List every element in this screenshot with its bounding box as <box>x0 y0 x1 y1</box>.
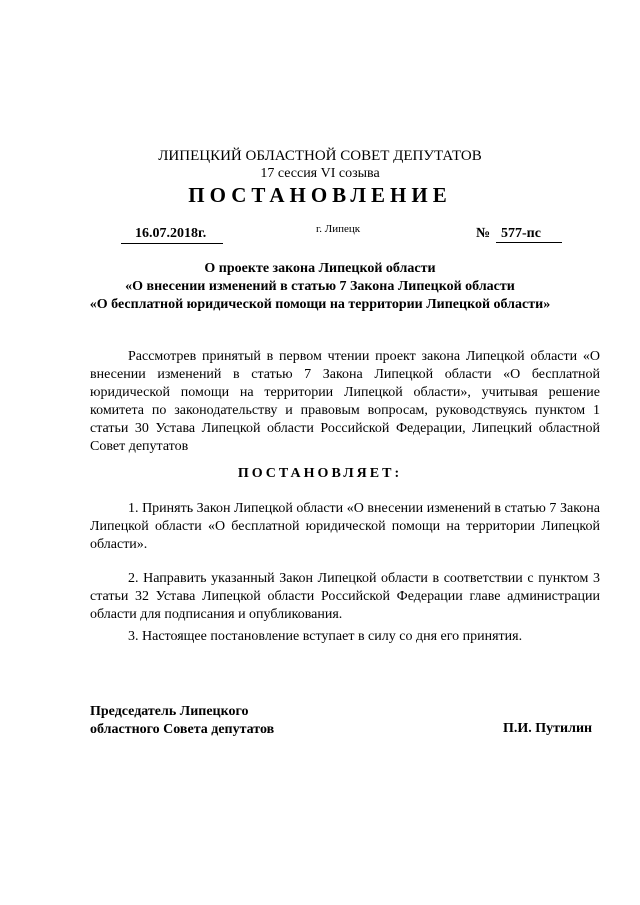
document-date: 16.07.2018г. <box>121 226 223 244</box>
document-number: 577-пс <box>496 226 562 243</box>
session-info: 17 сессия VI созыва <box>260 166 380 181</box>
preamble-paragraph: Рассмотрев принятый в первом чтении проект закона Липецкой области «О внесении изменений в статью 7 Закона Липецкой области «О бесплатной юридической помощи на территории Липецкой области», учитывая решение комитета по законодательству и правовым вопросам, руководствуясь пунктом 1 статьи 30 Устава Липецкой области Российской Федерации, Липецкий областной Совет депутатов <box>90 349 600 454</box>
resolution-item-1: 1. Принять Закон Липецкой области «О внесении изменений в статью 7 Закона Липецкой области «О бесплатной юридической помощи на территории Липецкой области». <box>90 501 600 552</box>
signatory-position-line-1: Председатель Липецкого <box>90 704 249 719</box>
title-line-3: «О бесплатной юридической помощи на территории Липецкой области» <box>89 297 551 312</box>
title-line-2: «О внесении изменений в статью 7 Закона Липецкой области <box>125 279 515 294</box>
document-type: ПОСТАНОВЛЕНИЕ <box>188 183 452 207</box>
title-line-1: О проекте закона Липецкой области <box>204 261 436 276</box>
signatory-name: П.И. Путилин <box>503 721 593 736</box>
resolves-heading: ПОСТАНОВЛЯЕТ: <box>237 466 403 481</box>
document-city: г. Липецк <box>316 223 361 235</box>
resolution-item-3: 3. Настоящее постановление вступает в силу со дня его принятия. <box>128 629 523 644</box>
resolution-item-2: 2. Направить указанный Закон Липецкой области в соответствии с пунктом 3 статьи 32 Устава Липецкой области Российской Федерации главе администрации области для подписания и опубликования. <box>90 571 600 622</box>
signatory-position-line-2: областного Совета депутатов <box>90 722 275 737</box>
document-title <box>0 260 640 314</box>
signatory-position <box>90 703 274 739</box>
council-name: ЛИПЕЦКИЙ ОБЛАСТНОЙ СОВЕТ ДЕПУТАТОВ <box>158 148 482 164</box>
number-label: № <box>476 226 491 241</box>
